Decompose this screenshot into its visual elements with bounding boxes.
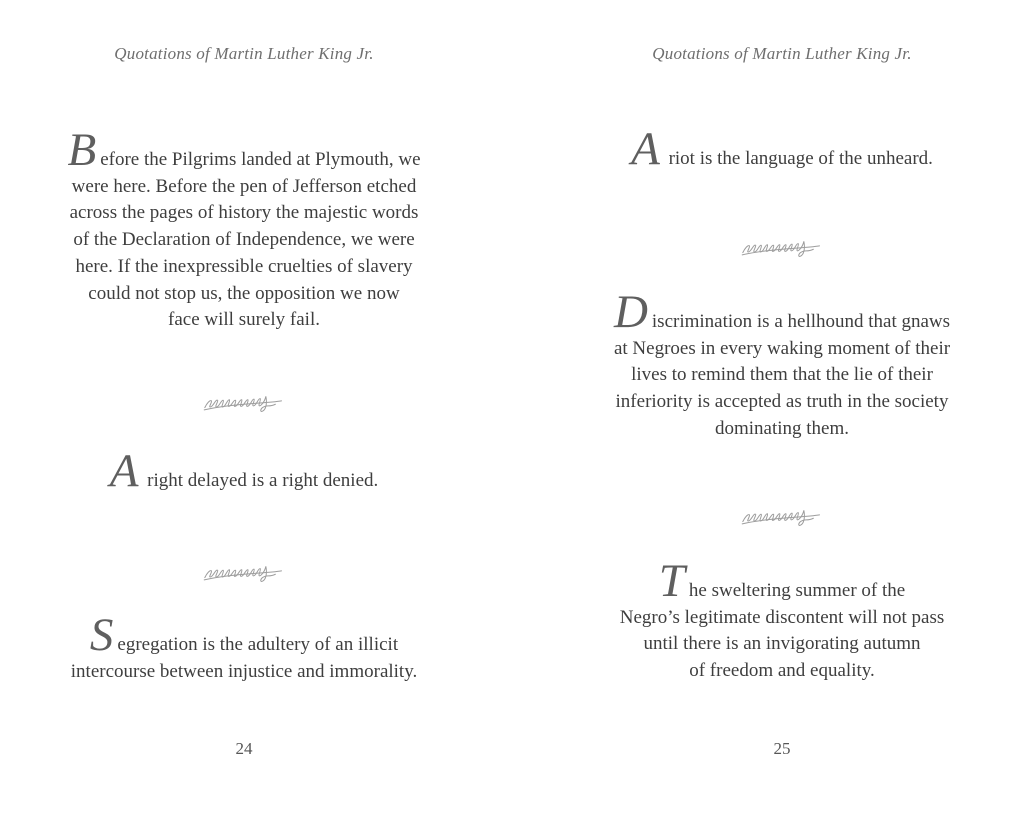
quote-line: riot is the language of the unheard. [663,148,933,169]
quote-line: could not stop us, the opposition we now [88,282,400,304]
quote-line: across the pages of history the majestic words [69,202,419,224]
quote-line: here. If the inexpressible cruelties of slavery [75,255,413,277]
page-24-column [57,0,431,832]
mlk-signature-icon [57,387,431,417]
quote-line: Negro’s legitimate discontent will not pass [619,606,945,628]
quote-discrimination [596,286,968,443]
quote-line: of freedom and equality. [689,660,875,682]
quote-sweltering-summer [596,555,968,685]
quote-line: efore the Pilgrims landed at Plymouth, we [100,149,421,170]
quote-line: iscrimination is a hellhound that gnaws [651,311,951,332]
quote-line: he sweltering summer of the [688,580,906,601]
drop-cap-initial: S [89,609,115,661]
drop-cap-initial: D [613,286,649,338]
quote-line: at Negroes in every waking moment of their [613,337,951,359]
drop-cap-initial: A [109,445,140,497]
quote-line: until there is an invigorating autumn [643,633,921,655]
running-header: Quotations of Martin Luther King Jr. [652,44,912,63]
page-25 [512,0,1024,832]
page-number: 25 [773,739,791,758]
mlk-signature-icon [596,501,968,531]
quote-before-the-pilgrims [57,124,431,334]
quote-line: egregation is the adultery of an illicit [117,634,399,655]
mlk-signature-icon [57,557,431,587]
page-25-column [596,0,968,832]
drop-cap-initial: B [67,124,98,176]
quote-right-delayed [57,445,431,497]
page-number: 24 [235,739,253,758]
drop-cap-initial: A [631,123,661,175]
drop-cap-initial: T [658,555,686,607]
quote-line: lives to remind them that the lie of their [631,364,933,386]
running-header: Quotations of Martin Luther King Jr. [114,44,374,63]
quote-line: intercourse between injustice and immorality. [70,660,418,682]
quote-riot-language [596,123,968,175]
quote-line: dominating them. [714,417,850,439]
quote-line: were here. Before the pen of Jefferson etched [71,175,417,197]
quote-segregation [57,609,431,685]
mlk-signature-icon [596,232,968,262]
quote-line: face will surely fail. [168,309,320,331]
quote-line: right delayed is a right denied. [142,470,379,491]
quote-line: inferiority is accepted as truth in the society [615,391,949,413]
quote-line: of the Declaration of Independence, we were [73,229,415,251]
